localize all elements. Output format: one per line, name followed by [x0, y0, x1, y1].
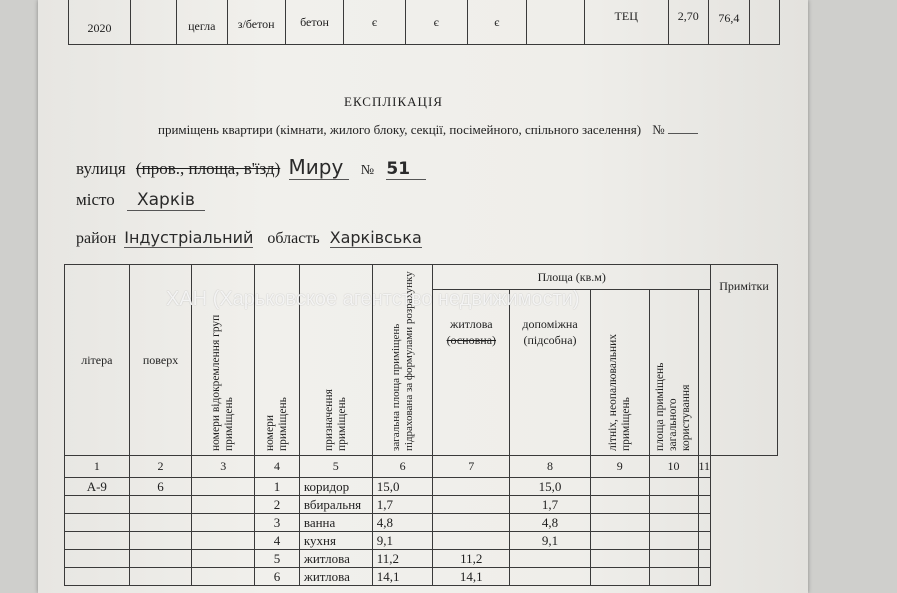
header-living: житлова [450, 317, 493, 331]
total-area-cell: 9,1 [372, 532, 433, 550]
litera-cell [65, 568, 130, 586]
table-row [65, 532, 778, 550]
aux-area-cell: 9,1 [510, 532, 591, 550]
common-area-cell [649, 532, 698, 550]
street-line: вулиця (пров., площа, в'їзд) Миру № 51 [76, 155, 426, 180]
summer-area-cell [590, 532, 649, 550]
room-number-cell: 6 [255, 568, 300, 586]
floor-cell [129, 514, 192, 532]
district-value: Індустріальний [124, 228, 254, 247]
litera-cell [65, 550, 130, 568]
purpose-cell: ванна [299, 514, 372, 532]
litera-cell: А-9 [65, 478, 130, 496]
group-cell [192, 514, 255, 532]
area-cell: 76,4 [709, 0, 750, 45]
purpose-cell: коридор [299, 478, 372, 496]
litera-cell [65, 496, 130, 514]
living-area-cell [433, 496, 510, 514]
street-value: Миру [289, 155, 349, 180]
common-area-cell [649, 550, 698, 568]
utility-cell-2: є [405, 0, 467, 45]
group-cell [192, 550, 255, 568]
purpose-cell: житлова [299, 550, 372, 568]
floor-cell [129, 550, 192, 568]
header-common: площа приміщень загального користування [654, 362, 693, 451]
living-area-cell [433, 532, 510, 550]
year-cell: 2020 [69, 0, 131, 45]
aux-area-cell [510, 550, 591, 568]
group-cell [192, 478, 255, 496]
column-numbers-row: 1 2 3 4 5 6 7 8 9 10 11 [65, 456, 778, 478]
total-area-cell: 4,8 [372, 514, 433, 532]
summer-area-cell [590, 550, 649, 568]
summer-area-cell [590, 478, 649, 496]
notes-cell [698, 568, 711, 586]
summer-area-cell [590, 568, 649, 586]
group-cell [192, 532, 255, 550]
group-cell [192, 496, 255, 514]
room-number-cell: 2 [255, 496, 300, 514]
header-aux-sub: (підсобна) [523, 333, 577, 347]
floor-cell [129, 532, 192, 550]
purpose-cell: житлова [299, 568, 372, 586]
litera-cell [65, 514, 130, 532]
notes-cell [698, 514, 711, 532]
floor-cell [129, 496, 192, 514]
notes-cell [698, 478, 711, 496]
city-line: місто Харків [76, 190, 205, 211]
litera-cell [65, 532, 130, 550]
floors-cell: з/бетон [227, 0, 285, 45]
explication-table [64, 264, 778, 586]
document-title: ЕКСПЛІКАЦІЯ [344, 94, 443, 109]
floor-cell: 6 [129, 478, 192, 496]
watermark-text: ХАН (Харьковское агентство недвижимости) [166, 288, 580, 310]
table-row [65, 496, 778, 514]
header-area-group: Площа (кв.м) [433, 265, 711, 290]
living-area-cell [433, 478, 510, 496]
room-number-cell: 3 [255, 514, 300, 532]
region-value: Харківська [329, 228, 422, 247]
total-area-cell: 14,1 [372, 568, 433, 586]
room-number-cell: 5 [255, 550, 300, 568]
walls-cell: цегла [177, 0, 227, 45]
header-floor: поверх [129, 265, 192, 456]
header-summer: літніх, неопалювальних приміщень [606, 333, 632, 451]
header-total-area: загальна площа приміщень підрахована за формулами розрахунку [389, 271, 415, 451]
top-summary-table [68, 0, 780, 45]
district-line: район Індустріальний область Харківська [76, 228, 422, 247]
total-area-cell: 1,7 [372, 496, 433, 514]
notes-cell [698, 532, 711, 550]
aux-area-cell [510, 568, 591, 586]
common-area-cell [649, 514, 698, 532]
summer-area-cell [590, 496, 649, 514]
aux-area-cell: 1,7 [510, 496, 591, 514]
table-row [65, 514, 778, 532]
header-litera: літера [65, 265, 130, 456]
table-row [65, 550, 778, 568]
header-room-no: номери приміщень [263, 397, 289, 451]
common-area-cell [649, 478, 698, 496]
heating-cell: ТЕЦ [584, 0, 668, 45]
header-purpose: призначення приміщень [322, 389, 348, 451]
utility-cell-1: є [344, 0, 406, 45]
summer-area-cell [590, 514, 649, 532]
living-area-cell: 11,2 [433, 550, 510, 568]
floor-cell [129, 568, 192, 586]
height-cell: 2,70 [668, 0, 709, 45]
living-area-cell [433, 514, 510, 532]
common-area-cell [649, 496, 698, 514]
aux-area-cell: 15,0 [510, 478, 591, 496]
room-number-cell: 4 [255, 532, 300, 550]
group-cell [192, 568, 255, 586]
purpose-cell: кухня [299, 532, 372, 550]
utility-cell-3: є [467, 0, 527, 45]
header-aux: допоміжна [522, 317, 578, 331]
header-group-no: номери відокремлення груп приміщень [210, 314, 236, 451]
header-notes: Примітки [711, 265, 778, 456]
room-number-cell: 1 [255, 478, 300, 496]
roof-cell: бетон [285, 0, 343, 45]
document-subtitle: приміщень квартири (кімнати, жилого блоку, секції, посімейного, спільного заселення) № [158, 122, 698, 138]
header-living-main: (основна) [446, 333, 497, 347]
table-row [65, 568, 778, 586]
table-row [65, 478, 778, 496]
total-area-cell: 11,2 [372, 550, 433, 568]
total-area-cell: 15,0 [372, 478, 433, 496]
purpose-cell: вбиральня [299, 496, 372, 514]
city-value: Харків [127, 190, 205, 211]
common-area-cell [649, 568, 698, 586]
aux-area-cell: 4,8 [510, 514, 591, 532]
living-area-cell: 14,1 [433, 568, 510, 586]
notes-cell [698, 550, 711, 568]
notes-cell [698, 496, 711, 514]
house-number: 51 [386, 159, 426, 180]
